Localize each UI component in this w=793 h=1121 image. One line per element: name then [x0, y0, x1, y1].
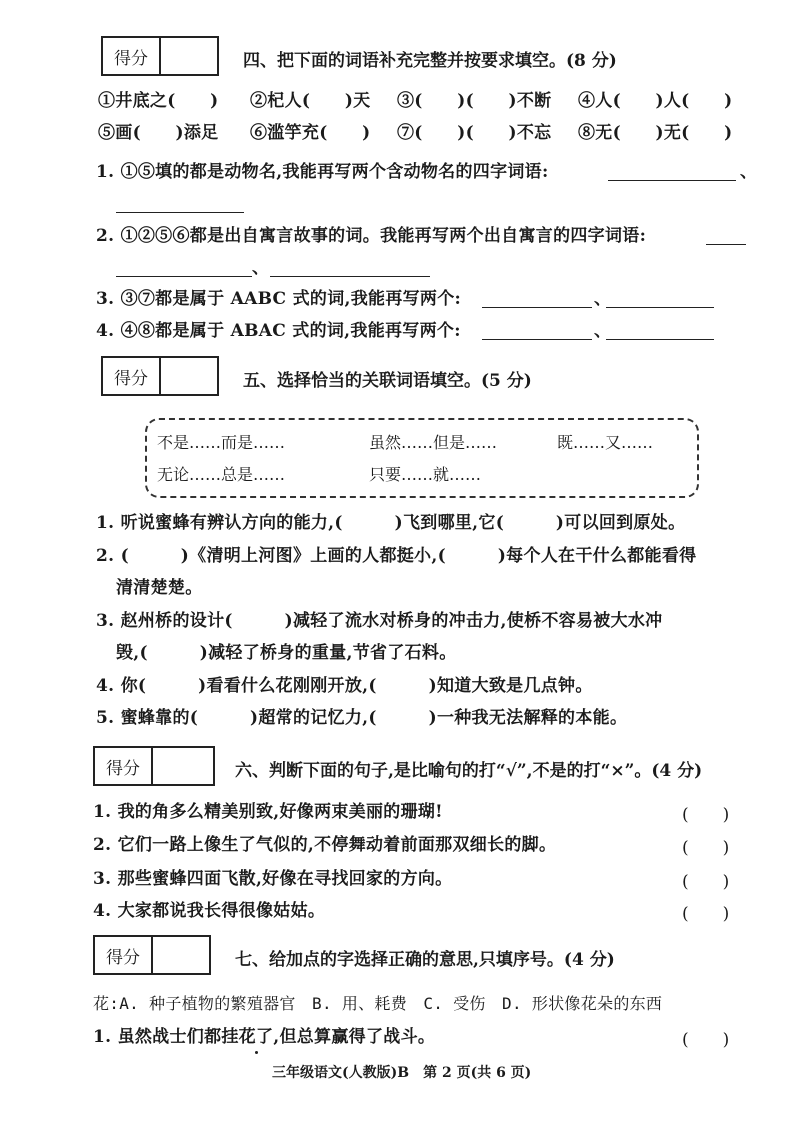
section4-title: 四、把下面的词语补充完整并按要求填空。(8 分) — [243, 51, 617, 71]
s7-q1: 1. 虽然战士们都挂花了,但总算赢得了战斗。 — [93, 1027, 436, 1047]
s6-item-1: 1. 我的角多么精美别致,好像两束美丽的珊瑚! — [93, 802, 443, 822]
s7-definitions: 花:A. 种子植物的繁殖器官 B. 用、耗费 C. 受伤 D. 形状像花朵的东西 — [93, 994, 663, 1013]
s5-q5: 5. 蜜蜂靠的( )超常的记忆力,( )一种我无法解释的本能。 — [96, 708, 628, 728]
s6-item-3: 3. 那些蜜蜂四面飞散,好像在寻找回家的方向。 — [93, 869, 453, 889]
answer-line[interactable] — [606, 289, 714, 308]
s4-q3-sep: 、 — [594, 289, 612, 309]
conj-option-5: 只要……就…… — [369, 465, 482, 484]
answer-line[interactable] — [482, 289, 592, 308]
s6-item-4: 4. 大家都说我长得很像姑姑。 — [93, 901, 326, 921]
answer-line[interactable] — [608, 162, 736, 181]
conj-option-1: 不是……而是…… — [157, 433, 286, 452]
score-box-section6 — [93, 746, 215, 786]
emphasis-dot — [255, 1051, 258, 1054]
s6-answer-3[interactable]: ( ) — [682, 872, 730, 892]
answer-line[interactable] — [116, 194, 244, 213]
s5-q4: 4. 你( )看看什么花刚刚开放,( )知道大致是几点钟。 — [96, 676, 593, 696]
s4-word-3: ③( )( )不断 — [397, 91, 552, 111]
s4-q2: 2. ①②⑤⑥都是出自寓言故事的词。我能再写两个出自寓言的四字词语: — [96, 226, 647, 246]
answer-line[interactable] — [482, 321, 592, 340]
s4-word-4: ④人( )人( ) — [578, 91, 733, 111]
s4-q3: 3. ③⑦都是属于 AABC 式的词,我能再写两个: — [96, 289, 462, 309]
answer-line[interactable] — [606, 321, 714, 340]
page-footer: 三年级语文(人教版)B 第 2 页(共 6 页) — [272, 1065, 532, 1081]
score-label: 得分 — [103, 358, 161, 394]
conj-option-3: 既……又…… — [557, 433, 654, 452]
s4-q4-sep: 、 — [594, 321, 612, 341]
score-input[interactable] — [153, 937, 209, 973]
s5-q1: 1. 听说蜜蜂有辨认方向的能力,( )飞到哪里,它( )可以回到原处。 — [96, 513, 686, 533]
s6-answer-4[interactable]: ( ) — [682, 904, 730, 924]
score-label: 得分 — [95, 937, 153, 973]
s5-q2a: 2. ( )《清明上河图》上画的人都挺小,( )每个人在干什么都能看得 — [96, 546, 697, 566]
section6-title: 六、判断下面的句子,是比喻句的打“√”,不是的打“×”。(4 分) — [235, 761, 703, 781]
answer-line[interactable] — [270, 258, 430, 277]
s6-answer-1[interactable]: ( ) — [682, 805, 730, 825]
conj-option-2: 虽然……但是…… — [369, 433, 498, 452]
s4-word-2: ②杞人( )天 — [250, 91, 371, 111]
score-label: 得分 — [103, 38, 161, 74]
s4-word-6: ⑥滥竽充( ) — [250, 123, 371, 143]
conjunction-options-box — [145, 418, 699, 498]
s7-answer-1[interactable]: ( ) — [682, 1030, 730, 1050]
answer-line[interactable] — [706, 226, 746, 245]
s4-q4: 4. ④⑧都是属于 ABAC 式的词,我能再写两个: — [96, 321, 461, 341]
score-box-section5 — [101, 356, 219, 396]
score-box-section4 — [101, 36, 219, 76]
answer-line[interactable] — [116, 258, 252, 277]
s4-word-7: ⑦( )( )不忘 — [397, 123, 552, 143]
s4-word-5: ⑤画( )添足 — [98, 123, 219, 143]
score-input[interactable] — [161, 38, 217, 74]
s4-word-8: ⑧无( )无( ) — [578, 123, 733, 143]
s4-q1-sep: 、 — [740, 162, 758, 182]
section7-title: 七、给加点的字选择正确的意思,只填序号。(4 分) — [235, 950, 615, 970]
section5-title: 五、选择恰当的关联词语填空。(5 分) — [243, 371, 532, 391]
score-box-section7 — [93, 935, 211, 975]
score-input[interactable] — [161, 358, 217, 394]
conj-option-4: 无论……总是…… — [157, 465, 286, 484]
s4-word-1: ①井底之( ) — [98, 91, 219, 111]
s5-q3a: 3. 赵州桥的设计( )减轻了流水对桥身的冲击力,使桥不容易被大水冲 — [96, 611, 663, 631]
s5-q2b: 清清楚楚。 — [116, 578, 203, 598]
score-label: 得分 — [95, 748, 153, 784]
score-input[interactable] — [153, 748, 213, 784]
s5-q3b: 毁,( )减轻了桥身的重量,节省了石料。 — [116, 643, 457, 663]
s6-item-2: 2. 它们一路上像生了气似的,不停舞动着前面那双细长的脚。 — [93, 835, 557, 855]
s6-answer-2[interactable]: ( ) — [682, 838, 730, 858]
s4-q2-sep: 、 — [252, 258, 270, 278]
s4-q1: 1. ①⑤填的都是动物名,我能再写两个含动物名的四字词语: — [96, 162, 549, 182]
